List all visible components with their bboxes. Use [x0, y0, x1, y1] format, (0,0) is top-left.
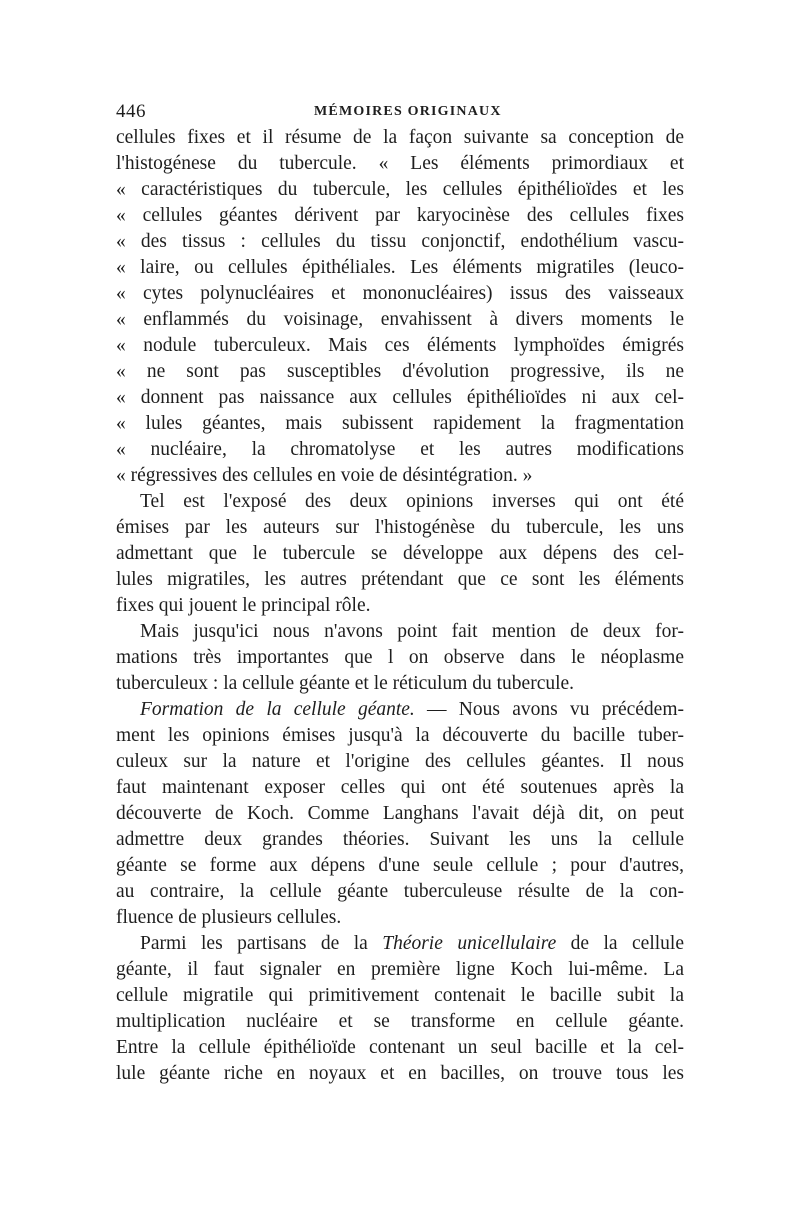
text-segment: mations très importantes que l on observe dans le néoplasme: [116, 647, 684, 668]
text-line: [116, 515, 684, 541]
text-line: [116, 957, 684, 983]
text-segment: Mais jusqu'ici nous n'avons point fait mention de deux for-: [140, 621, 684, 642]
text-segment: géante se forme aux dépens d'une seule cellule ; pour d'autres,: [116, 855, 684, 876]
text-segment: « cellules géantes dérivent par karyocinèse des cellules fixes: [116, 205, 684, 226]
text-line: [116, 879, 684, 905]
page-number: 446: [116, 101, 146, 122]
text-segment: culeux sur la nature et l'origine des cellules géantes. Il nous: [116, 751, 684, 772]
text-line: [116, 307, 684, 333]
text-line: [116, 359, 684, 385]
italic-term: Théorie unicellulaire: [382, 933, 557, 954]
text-segment: lules migratiles, les autres prétendant que ce sont les éléments: [116, 569, 684, 590]
text-segment: « laire, ou cellules épithéliales. Les éléments migratiles (leuco-: [116, 257, 684, 278]
text-segment: « lules géantes, mais subissent rapidement la fragmentation: [116, 413, 684, 434]
text-line: [116, 1061, 684, 1087]
text-segment: « des tissus : cellules du tissu conjonctif, endothélium vascu-: [116, 231, 684, 252]
text-line: [116, 723, 684, 749]
text-segment: Entre la cellule épithélioïde contenant un seul bacille et la cel-: [116, 1037, 684, 1058]
text-segment: géante, il faut signaler en première ligne Koch lui-même. La: [116, 959, 684, 980]
text-segment: admettant que le tubercule se développe aux dépens des cel-: [116, 543, 684, 564]
text-line: [116, 411, 684, 437]
text-segment: « ne sont pas susceptibles d'évolution progressive, ils ne: [116, 361, 684, 382]
text-segment: lule géante riche en noyaux et en bacilles, on trouve tous les: [116, 1063, 684, 1084]
text-line: [116, 1035, 684, 1061]
text-line: [116, 853, 684, 879]
text-line: [116, 203, 684, 229]
text-line: [116, 1009, 684, 1035]
text-segment: « régressives des cellules en voie de désintégration. »: [116, 465, 533, 486]
running-title: MÉMOIRES ORIGINAUX: [314, 104, 502, 119]
text-segment: au contraire, la cellule géante tuberculeuse résulte de la con-: [116, 881, 684, 902]
text-line: [116, 333, 684, 359]
text-line: [116, 697, 684, 723]
text-segment: de la cellule: [556, 933, 684, 954]
text-line: [116, 463, 684, 489]
text-line: [116, 983, 684, 1009]
text-segment: cellule migratile qui primitivement contenait le bacille subit la: [116, 985, 684, 1006]
text-segment: faut maintenant exposer celles qui ont été soutenues après la: [116, 777, 684, 798]
text-segment: Tel est l'exposé des deux opinions inverses qui ont été: [140, 491, 684, 512]
running-head: [116, 101, 686, 123]
text-segment: « cytes polynucléaires et mononucléaires) issus des vaisseaux: [116, 283, 684, 304]
text-line: [116, 541, 684, 567]
text-segment: « caractéristiques du tubercule, les cellules épithélioïdes et les: [116, 179, 684, 200]
text-segment: cellules fixes et il résume de la façon suivante sa conception de: [116, 127, 684, 148]
text-line: [116, 151, 684, 177]
text-line: [116, 489, 684, 515]
text-line: [116, 567, 684, 593]
text-segment: « enflammés du voisinage, envahissent à divers moments le: [116, 309, 684, 330]
text-line: [116, 645, 684, 671]
text-line: [116, 619, 684, 645]
text-line: [116, 255, 684, 281]
text-line: [116, 749, 684, 775]
text-segment: découverte de Koch. Comme Langhans l'avait déjà dit, on peut: [116, 803, 684, 824]
text-line: [116, 775, 684, 801]
text-segment: tuberculeux : la cellule géante et le réticulum du tubercule.: [116, 673, 575, 694]
text-line: [116, 177, 684, 203]
text-segment: « donnent pas naissance aux cellules épithélioïdes ni aux cel-: [116, 387, 684, 408]
text-segment: fixes qui jouent le principal rôle.: [116, 595, 371, 616]
text-line: [116, 437, 684, 463]
text-segment: multiplication nucléaire et se transforme en cellule géante.: [116, 1011, 684, 1032]
body-text: [116, 125, 684, 1087]
text-segment: fluence de plusieurs cellules.: [116, 907, 342, 928]
text-line: [116, 593, 684, 619]
text-segment: Parmi les partisans de la: [140, 933, 383, 954]
text-segment: l'histogénese du tubercule. « Les éléments primordiaux et: [116, 153, 684, 174]
text-line: [116, 385, 684, 411]
text-segment: admettre deux grandes théories. Suivant les uns la cellule: [116, 829, 684, 850]
text-segment: — Nous avons vu précédem-: [414, 699, 684, 720]
text-line: [116, 125, 684, 151]
text-segment: émises par les auteurs sur l'histogénèse du tubercule, les uns: [116, 517, 684, 538]
text-line: [116, 931, 684, 957]
text-segment: ment les opinions émises jusqu'à la découverte du bacille tuber-: [116, 725, 684, 746]
text-line: [116, 671, 684, 697]
text-segment: « nodule tuberculeux. Mais ces éléments lymphoïdes émigrés: [116, 335, 684, 356]
text-line: [116, 801, 684, 827]
text-line: [116, 229, 684, 255]
text-line: [116, 281, 684, 307]
italic-term: Formation de la cellule géante.: [140, 699, 415, 720]
text-line: [116, 905, 684, 931]
text-line: [116, 827, 684, 853]
text-segment: « nucléaire, la chromatolyse et les autres modifications: [116, 439, 684, 460]
